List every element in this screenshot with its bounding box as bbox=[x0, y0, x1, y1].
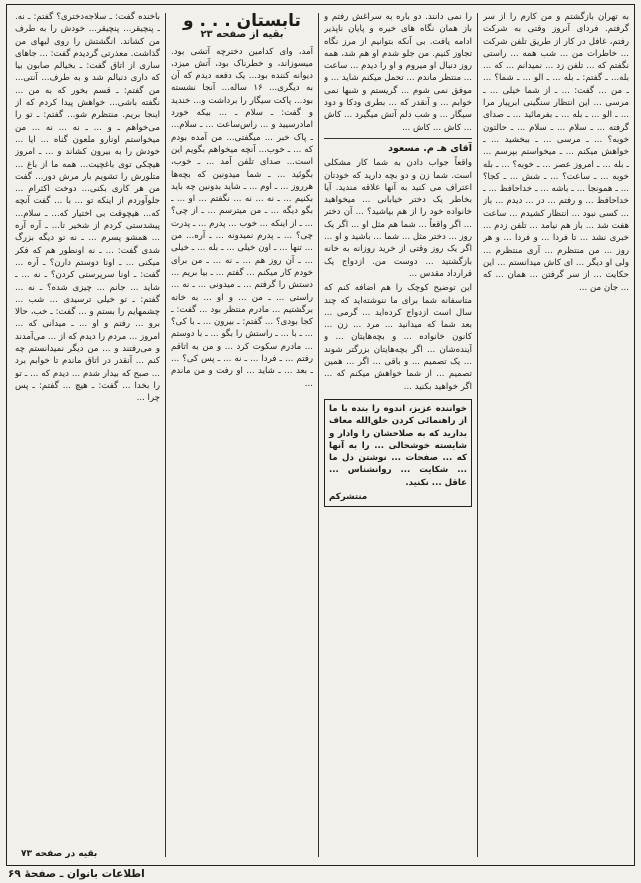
letter-column-center bbox=[324, 11, 472, 859]
letter-body-c: این توضیح کوچک را هم اضافه کنم که متاسفانه شما برای ما ننوشته‌اید که چند سال است ازدواج کرده‌اید ... گرمی ... بعد شما که میدانید ... مرد ... زن ... کانون خانواده ... و بچه‌هایتان ... و آینده‌شان ... اگر بچه‌هایتان بزرگتر شوند ... یک تصمیم ... و باقی ... اگر ... همین تصمیم ... از شما خواهش میکنم که ... اگر خواهید بکنید ... bbox=[324, 283, 472, 392]
letter-column-right bbox=[483, 11, 629, 859]
section-rule bbox=[324, 138, 472, 139]
letter-body-a: را نمی دانند. دو باره به سراغش رفتم و باز همان نگاه های خیره و پایان ناپذیر ادامه یافت. بی آنکه بتوانیم از مرز نگاه تجاوز کنیم. من جلو شدم او هم شد، همه روز دنبال او میروم و او را دیدم ... ساعت ... منتظر ماندم ... تحمل میکنم شاید ... و موفق نمی شوم ... گریستم و شبها نمی خوابم ... و آنقدر که ... بطری ودکا و دود سیگار ... و شب دلم آتش میگیرد ... کاش ... کاش ... کاش ... bbox=[324, 12, 472, 133]
signoff: منتشرکم bbox=[329, 491, 368, 502]
story-column-left bbox=[15, 11, 160, 843]
story-body-2: آمد، وای کدامین دخترچه آتشی بود. میسوزاند، و خطرناک بود، آتش میزد، دیوانه کننده بود... یک دفعه دیدم که آن به دیگری... ۱۶ ساله... آنجا نشسته بود... پاکت سیگار را برداشت و... خندید و گفت: ـ سلام ـ ... بیکه خورد امادرسیید و ... راس‌ساعت ... ـ سلام... ـ پاک خبر ... میگفتی... من آمده بودم که ... ـ خوب... آنچه میخواهم بگویم این است... صدای تلفن آمد ... ـ خوب، بگوئید ... ـ شما میدونین که بچه‌ها هرروز ... ـ اوم ... ـ شاید بدونین چه باید بکنیم ... ـ نه ... نه ... نگفتم ... او ... ـ بگو دیگه ... ـ من میترسم ... ـ از چی؟ ... ـ از اینکه ... خوب ... پدرم ... ـ پدرت چی؟ ... ـ پدرم نمیدونه ... ـ آره... من ... تنها ... ـ اون خیلی ... ـ بله ... ـ خیلی ... ـ آن روز هم ... ـ نه ... ـ من برای خودم کار میکنم ... گفتم ... ـ بیا بریم ... دستش را گرفتم ... ـ میدونی ... ـ نه ... راستی ... ـ من ... و او ... به خانه برگشتیم ... مادرم منتظر بود ... گفت: ـ کجا بودی؟ ... گفتم: ـ بیرون ... ـ با کی؟ ... ـ با ... ـ راستش را بگو ... ـ با دوستم ... مادرم سکوت کرد ... و من به اتاقم رفتم ... ـ فردا ... ـ نه ... ـ پس کی؟ ... ـ بعد ... ـ شاید ... او رفت و من ماندم ... bbox=[171, 46, 313, 389]
editor-note-text: خواننده عزیز، اندوه را بنده با ما از راهنمائی کردن خلق‌الله معاف بدارید که به صلاحشان را وادار و شایسته خوشحالی ... را به آنها که ... صفحات ... نوشتن دل ما ... شکایت ... روانشناس ... عاقل ... نکنید. bbox=[329, 403, 467, 488]
letter-body-right: به تهران بازگشتم و من کارم را از سر گرفتم. فردای آنروز وقتی به شرکت رفتم، غافل در کار از طریق تلفن شرکت ... خاطرات من ... شب همه ... راستی نگفتم که ... تلفن زد ... نمیدانم ... که ... بله... ـ گفتم: ـ بله ... ـ الو ... ـ شما؟ ... ـ من ... گفت: ... ـ از شما خیلی ... ـ مرسی ... این انتظار سنگینی ابرپیار مرا ... ـ الو ... ـ بله ... ـ بفرمائید ... ـ صدای گرفته ... ـ سلام ... ـ سلام ... ـ حالتون خوبه؟ ... ـ مرسی ... ـ ببخشید ... ـ خواهش میکنم ... ـ میخواستم بپرسم ... ـ بله ... ـ امروز عصر ... ـ خوبه؟ ... ـ بله خوبه ... ـ ساعت؟ ... ـ شش ... ـ کجا؟ ... ـ همونجا ... ـ باشه ... ـ خداحافظ ... ـ خداحافظ ... و رفتم ... در ... دیدم ... باز ... کسی نبود ... انتظار کشیدم ... ساعت هفت شد ... باز هم نیامد ... تلفن زدم ... خبری نشد ... تا فردا ... و فردا ... و هر روز ... من منتظرم ... آری منتظرم ... ولی او دیگر ... ای کاش میدانستم ... این حکایت ... از سر گرفتن ... همان ... که ... جان من ... bbox=[483, 12, 629, 293]
story-column-center bbox=[171, 11, 313, 859]
continued-note: بقیه در صفحه ۷۳ bbox=[21, 849, 98, 859]
column-divider bbox=[477, 13, 478, 857]
page-footer: اطلاعات بانوان ـ صفحهٔ ۶۹ bbox=[8, 868, 145, 880]
column-divider bbox=[165, 13, 166, 857]
story-title: تابستان . . . و bbox=[183, 11, 301, 31]
magazine-page bbox=[6, 4, 635, 866]
letter-heading: آقای هـ م. مسعود bbox=[388, 142, 472, 154]
editor-note-box bbox=[324, 399, 472, 507]
story-subtitle: بقیه از صفحه ۲۳ bbox=[200, 29, 284, 41]
letter-body-b: واقعاً جواب دادن به شما کار مشکلی است. شما زن و دو بچه دارید که خودتان اعتراف می کنید به آنها علاقه مندید. آیا بخاطر یک دختر خیابانی ... میخواهید خانواده خود را از هم بپاشید؟ ... آن دختر ... اگر واقعاً ... شما هم مثل او ... اگر یک روز ... دختر مثل ... شما ... باشید و او ... اگر یک روز وقتی از خرید روزانه به خانه بازگشتید ... دوست من. ازدواج یک قرارداد مقدس ... bbox=[324, 158, 472, 279]
column-divider bbox=[318, 13, 319, 857]
story-body-1: باخنده گفت: ـ سلاجه‌دختری؟ گفتم: ـ نه. ـ پنچیقر... پنچیقر... خودش را به طرف من کشاند. انگشتش را روی لبهای من گذاشت. معذرتی گردیدم گفت: ... جاهای ساری از اتاق گفت: ـ بخیالم صابون بیا که داری دنبالم شد و به طرف... آنتی... من گفتم: ـ قسم بخور که به من ... نگفته باشی... خواهش پیدا کردم که از اینجا بریم. منتظرم شو... گفتم: ـ تو را می‌خواهم ـ و ... ـ نه ... نه ... من میخواستم اونارو ملعون گناه ... ایا ... خودش را به بیرون کشاند و ... ـ امروز هیچکی توی باغچیت... همه ما از باغ ... متلورش را تشویم بار مرش دور... گفت من هر کاری بکنی... دوخت اکثرام ... جلوآوردم از اینکه تو ... با ... گفت آنچه که... هیچوقت بی اختیار که... ـ سلام... پیشدستی کردم از شخیر تا... ـ آره آره ... همشو پسرم ... ـ نه تو دیگه بزرگ شدی گفت: ... ـ نه اونطور هم که فکر میکنی ... ـ اونا دوستم دارن؟ ـ آره ... گفت: ـ اونا سرپرستی کردن؟ ـ نه ... ـ شاید ... جانم ... چیزی شده؟ ـ نه ... گفتم: ـ تو خیلی ترسیدی ... شب ... چشمهایم را بستم و ... گفت: ـ خب، حالا برو ... رفتم و او ... ـ میدانی که ... امروز ... مردم را دیدم که از ... می‌آمدند و می‌رفتند و ... من دیگر نمیدانستم چه کنم ... آنقدر در اتاق ماندم تا خوابم برد ... صبح که بیدار شدم ... دیدم که ... ـ تو را بخدا ... گفت: ـ هیچ ... گفتم: ـ پس چرا ... bbox=[15, 12, 160, 404]
